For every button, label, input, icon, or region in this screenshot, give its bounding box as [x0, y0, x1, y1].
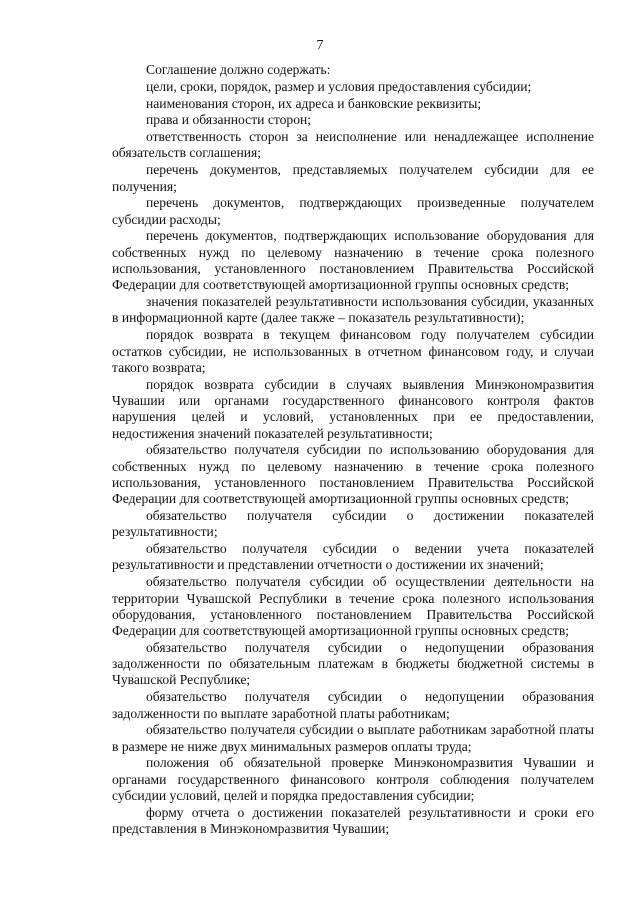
paragraph-return-remaining: порядок возврата в текущем финансовом году получателем субсидии остатков субсидии, не использованных в отчетном финансовом году, и случаи такого возврата; — [112, 327, 594, 375]
page-number: 7 — [316, 38, 324, 53]
paragraph-responsibility: ответственность сторон за неисполнение или ненадлежащее исполнение обязательств соглашения; — [112, 129, 594, 161]
paragraph-documents-expenses: перечень документов, подтверждающих произведенные получателем субсидии расходы; — [112, 195, 594, 227]
paragraph-obligation-activity: обязательство получателя субсидии об осуществлении деятельности на территории Чувашской Республики в течение срока полезного использования оборудования, установленного постановлением Правительства Российской Федерации для соответствующей амортизационной группы основных средств; — [112, 574, 594, 639]
paragraph-documents-equipment-use: перечень документов, подтверждающих использование оборудования для собственных нужд по целевому назначению в течение срока полезного использования, установленного постановлением Правительства Российской Федерации для соответствующей амортизационной группы основных средств; — [112, 228, 594, 293]
paragraph-obligation-no-tax-debt: обязательство получателя субсидии о недопущении образования задолженности по обязательным платежам в бюджеты бюджетной системы в Чувашской Республике; — [112, 639, 594, 688]
paragraph-party-names: наименования сторон, их адреса и банковские реквизиты; — [146, 95, 482, 111]
paragraph-agreement-intro: Соглашение должно содержать: — [146, 62, 331, 77]
paragraph-obligation-no-wage-debt: обязательство получателя субсидии о недопущении образования задолженности по выплате заработной платы работникам; — [112, 689, 594, 721]
paragraph-obligation-wages: обязательство получателя субсидии о выплате работникам заработной платы в размере не ниже двух минимальных размеров оплаты труда; — [112, 722, 594, 754]
document-body — [112, 62, 594, 838]
paragraph-obligation-indicators: обязательство получателя субсидии о достижении показателей результативности; — [112, 508, 594, 540]
paragraph-report-form: форму отчета о достижении показателей результативности и сроки его представления в Минэкономразвития Чувашии; — [112, 804, 594, 837]
paragraph-mandatory-inspection: положения об обязательной проверке Минэкономразвития Чувашии и органами государственного финансового контроля соблюдения получателем субсидии условий, целей и порядка предоставления субсидии; — [112, 755, 594, 804]
paragraph-performance-indicators: значения показателей результативности использования субсидии, указанных в информационной карте (далее также – показатель результативности); — [112, 294, 594, 326]
paragraph-goals-terms: цели, сроки, порядок, размер и условия предоставления субсидии; — [146, 78, 532, 94]
paragraph-return-violations: порядок возврата субсидии в случаях выявления Минэкономразвития Чувашии или органами государственного финансового контроля фактов нарушения целей и условий, установленных при ее предоставлении, недостижения значений показателей результативности; — [112, 376, 594, 441]
paragraph-rights-duties: права и обязанности сторон; — [146, 112, 312, 128]
paragraph-obligation-accounting: обязательство получателя субсидии о ведении учета показателей результативности и представлении отчетности о достижении их значений; — [112, 541, 594, 573]
paragraph-obligation-equipment: обязательство получателя субсидии по использованию оборудования для собственных нужд по целевому назначению в течение срока полезного использования, установленного постановлением Правительства Российской Федерации для соответствующей амортизационной группы основных средств; — [112, 442, 594, 507]
paragraph-documents-for-receipt: перечень документов, представляемых получателем субсидии для ее получения; — [112, 162, 594, 194]
